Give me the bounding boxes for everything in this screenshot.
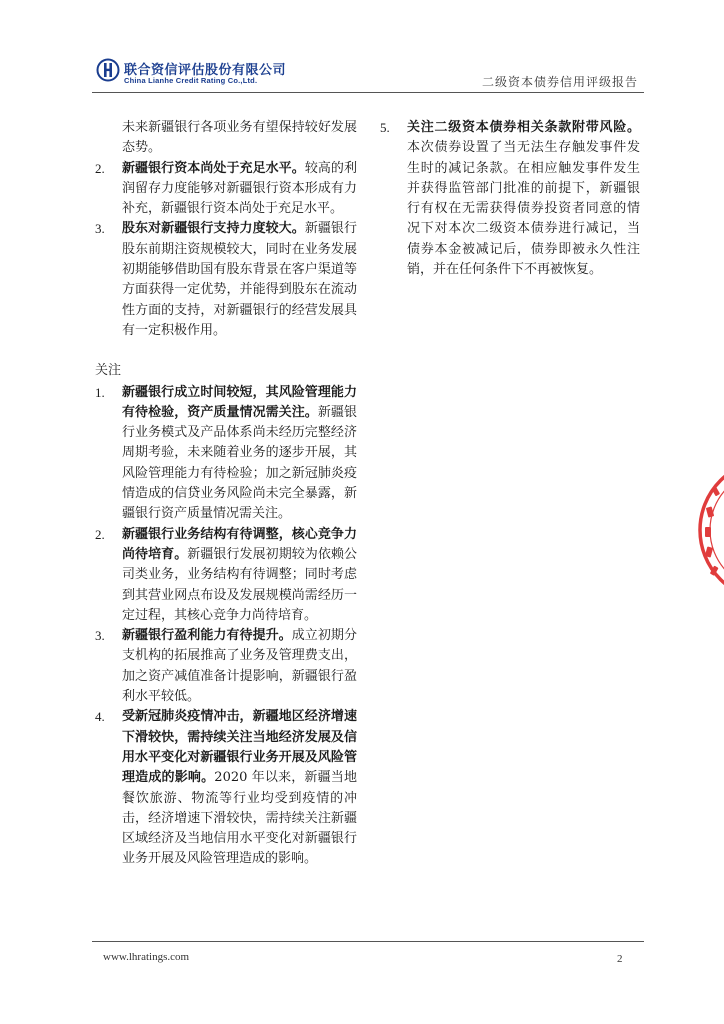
strength-item-2 xyxy=(95,159,357,220)
report-title: 二级资本债券信用评级报告 xyxy=(481,75,638,89)
item-text: 较高的利润留存力度能够对新疆银行资本形成有力补充，新疆银行资本尚处于充足水平。 xyxy=(122,160,357,217)
item-text: 新疆银行业务模式及产品体系尚未经历完整经济周期考验，未来随着业务的逐步开展，其风险管理能力有待检验；加之新冠肺炎疫情造成的信贷业务风险尚未完全暴露，新疆银行资产质量情况需关注。 xyxy=(122,404,357,522)
company-logo-icon xyxy=(96,58,120,82)
footer-url-link[interactable]: www.lhratings.com xyxy=(103,951,190,963)
left-column xyxy=(95,118,357,870)
right-column xyxy=(380,118,640,280)
page-number: 2 xyxy=(617,953,623,965)
item-heading: 新疆银行成立时间较短，其风险管理能力有待检验，资产质量情况需关注。 xyxy=(122,384,357,420)
seal-stamp-icon xyxy=(695,455,724,605)
item-number: 3. xyxy=(95,628,105,644)
footer-divider xyxy=(92,941,644,942)
item-text: 新疆银行股东前期注资规模较大，同时在业务发展初期能够借助国有股东背景在客户渠道等方面获得一定优势，并能得到股东在流动性方面的支持，对新疆银行的经营发展具有一定积极作用。 xyxy=(122,221,357,338)
header-divider xyxy=(92,92,644,93)
item-number: 5. xyxy=(380,120,390,135)
item-heading: 受新冠肺炎疫情冲击，新疆地区经济增速下滑较快，需持续关注当地经济发展及信用水平变化对新疆银行业务开展及风险管理造成的影响。 xyxy=(122,709,357,786)
item-number: 1. xyxy=(95,384,105,400)
concern-item-3 xyxy=(95,626,357,707)
strength-item-3 xyxy=(95,219,357,341)
item-number: 3. xyxy=(95,221,105,237)
concern-item-5 xyxy=(380,118,640,280)
company-name-cn: 联合资信评估股份有限公司 xyxy=(124,63,287,78)
item-text: 成立初期分支机构的拓展推高了业务及管理费支出，加之资产减值准备计提影响，新疆银行盈利水平较低。 xyxy=(122,628,357,705)
item-heading: 股东对新疆银行支持力度较大。 xyxy=(122,221,305,237)
continued-paragraph: 未来新疆银行各项业务有望保持较好发展态势。 xyxy=(122,120,357,156)
item-text: 新疆银行发展初期较为依赖公司类业务，业务结构有待调整；同时考虑到其营业网点布设及发展规模尚需经历一定过程，其核心竞争力尚待培育。 xyxy=(122,546,357,623)
concerns-heading: 关注 xyxy=(95,363,122,379)
concern-item-1 xyxy=(95,383,357,525)
concern-item-2 xyxy=(95,525,357,626)
item-text: 2020 年以来，新疆当地餐饮旅游、物流等行业均受到疫情的冲击，经济增速下滑较快，需持续关注新疆区域经济及当地信用水平变化对新疆银行业务开展及风险管理造成的影响。 xyxy=(122,770,357,867)
item-heading: 新疆银行盈利能力有待提升。 xyxy=(122,628,292,644)
concern-item-4 xyxy=(95,707,357,869)
item-number: 4. xyxy=(95,709,105,725)
item-text: 本次债券设置了当无法生存触发事件发生时的减记条款。在相应触发事件发生并获得监管部门批准的前提下，新疆银行有权在无需获得债券投资者同意的情况下对本次二级资本债券进行减记，当债券本金被减记后，债券即被永久性注销，并在任何条件下不再被恢复。 xyxy=(407,140,640,278)
company-name-en: China Lianhe Credit Rating Co.,Ltd. xyxy=(124,76,258,85)
item-heading: 新疆银行业务结构有待调整，核心竞争力尚待培育。 xyxy=(122,526,357,562)
item-number: 2. xyxy=(95,526,105,542)
item-number: 2. xyxy=(95,160,105,176)
item-heading: 新疆银行资本尚处于充足水平。 xyxy=(122,160,305,176)
item-heading: 关注二级资本债券相关条款附带风险。 xyxy=(407,120,640,135)
